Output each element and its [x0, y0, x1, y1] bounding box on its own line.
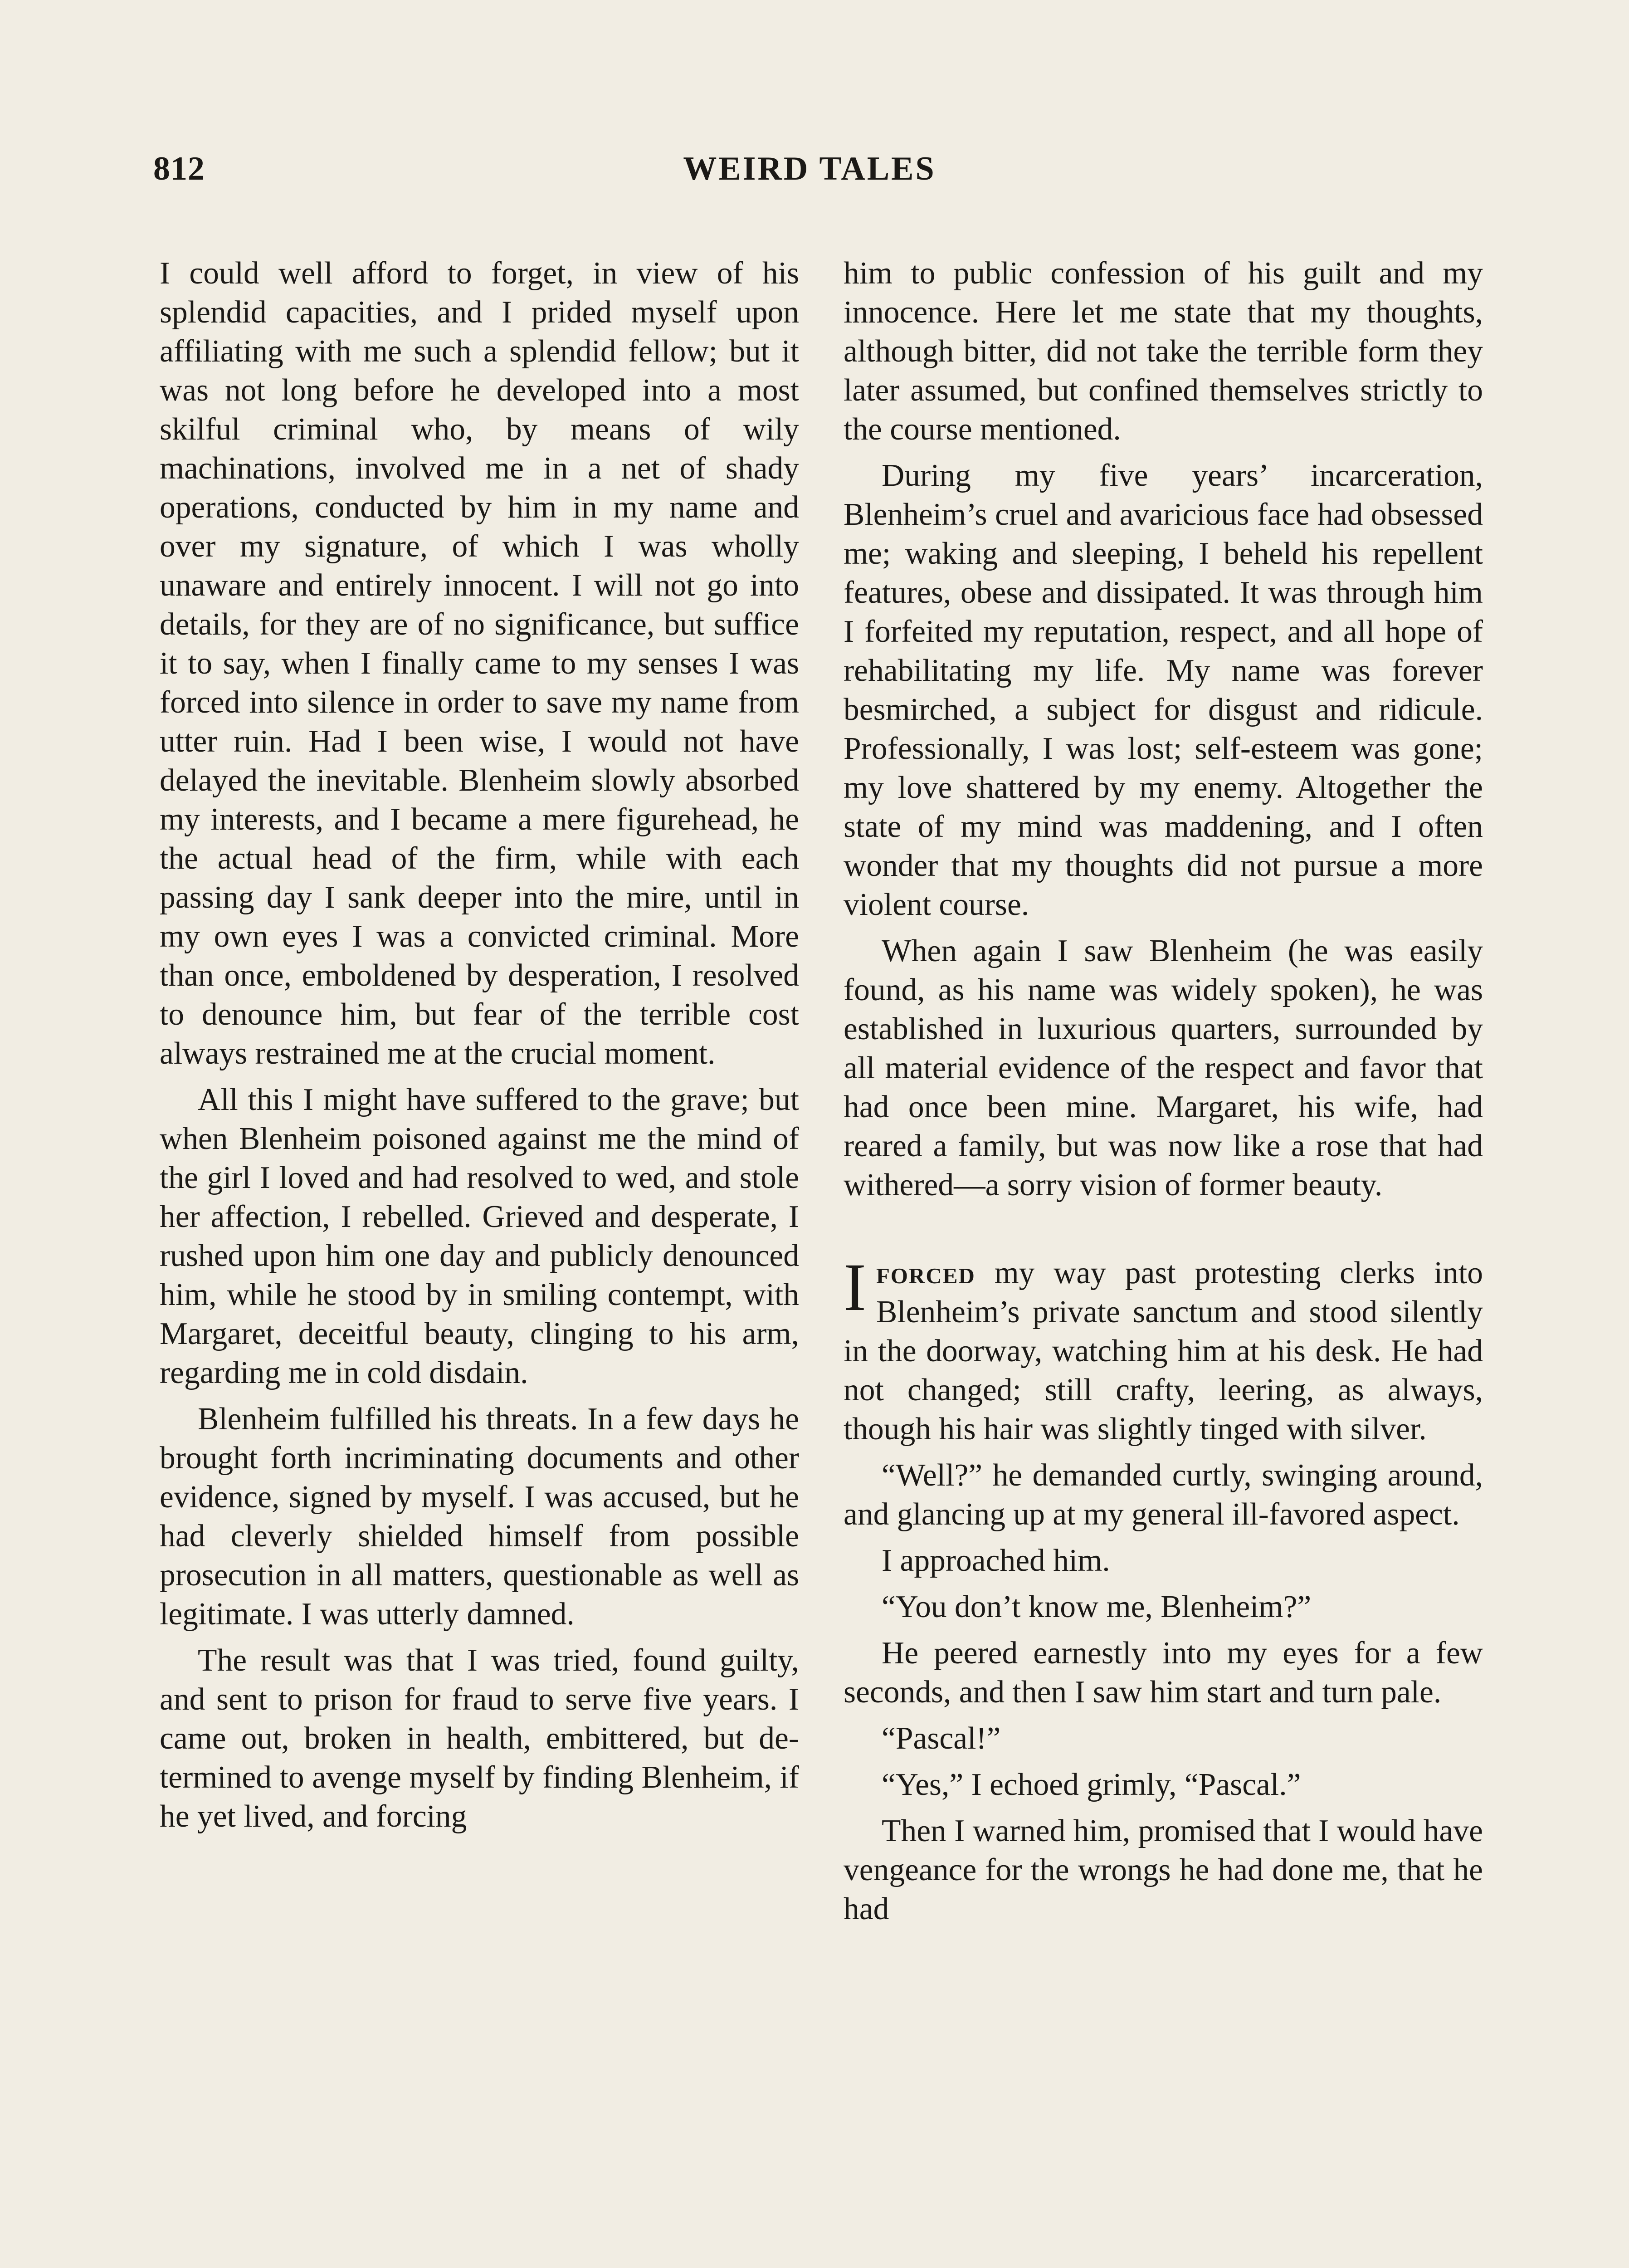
running-head: WEIRD TALES — [683, 150, 936, 187]
paragraph: “You don’t know me, Blenheim?” — [882, 1589, 1312, 1624]
small-caps-word: forced — [876, 1256, 975, 1290]
paragraph: “Yes,” I echoed grimly, “Pascal.” — [882, 1767, 1301, 1802]
paragraph: During my five years’ incarceration, Blenheim’s cruel and avaricious face had obsessed me; waking and sleeping, I beheld his repellent features, obese and dissipated. It was through him I forfeited my reputation, respect, and all hope of rehabilitating my life. My name was forever besmirched, a subject for disgust and ridicule. Professionally, I was lost; self-esteem was gone; my love shattered by my enemy. Altogether the state of my mind was maddening, and I often wonder that my thoughts did not pursue a more violent course. — [844, 458, 1483, 922]
page-header — [153, 150, 1466, 204]
paragraph: “Pascal!” — [882, 1721, 1001, 1756]
paragraph: him to public confession of his guilt and my innocence. Here let me state that my thoughts, although bitter, did not take the terrible form they later assumed, but confined themselves strictly to the course mentioned. — [844, 256, 1483, 447]
section-break — [844, 1212, 1483, 1254]
left-column — [160, 254, 799, 1843]
paragraph: Then I warned him, promised that I would have vengeance for the wrongs he had done me, that he had — [844, 1813, 1483, 1926]
paragraph: I approached him. — [882, 1543, 1110, 1578]
paragraph: All this I might have suffered to the grave; but when Blenheim poisoned against me the mind of the girl I loved and had resolved to wed, and stole her affection, I rebelled. Grieved and desperate, I rushed upon him one day and publicly denounced him, while he stood by in smiling contempt, with Margaret, deceitful beauty, clinging to his arm, regarding me in cold disdain. — [160, 1082, 799, 1390]
paragraph: The result was that I was tried, found guilty, and sent to prison for fraud to serve five years. I came out, broken in health, embittered, but determined to avenge myself by finding Blenheim, if he yet lived, and forcing — [160, 1643, 799, 1834]
paragraph: I could well afford to forget, in view of his splendid capacities, and I prided myself upon affiliating with me such a splendid fellow; but it was not long before he developed into a most skilful criminal who, by means of wily machinations, involved me in a net of shady operations, conducted by him in my name and over my signature, of which I was wholly unaware and entirely innocent. I will not go into details, for they are of no significance, but suffice it to say, when I finally came to my senses I was forced into silence in order to save my name from utter ruin. Had I been wise, I would not have delayed the inevitable. Blenheim slowly absorbed my interests, and I became a mere figurehead, he the actual head of the firm, while with each passing day I sank deeper into the mire, until in my own eyes I was a convicted criminal. More than once, emboldened by desperation, I resolved to denounce him, but fear of the terrible cost always restrained me at the crucial moment. — [160, 256, 799, 1071]
paragraph: “Well?” he demanded curtly, swinging around, and glancing up at my general ill-favored aspect. — [844, 1458, 1483, 1532]
section-opening-paragraph — [844, 1250, 1483, 1449]
drop-cap: I — [844, 1250, 866, 1325]
right-column — [844, 254, 1483, 1936]
paragraph: He peered earnestly into my eyes for a few seconds, and then I saw him start and turn pale. — [844, 1636, 1483, 1710]
page-number: 812 — [153, 150, 205, 187]
paragraph: When again I saw Blenheim (he was easily found, as his name was widely spoken), he was established in luxurious quarters, surrounded by all material evidence of the respect and favor that had once been mine. Margaret, his wife, had reared a family, but was now like a rose that had withered—a sorry vision of former beauty. — [844, 934, 1483, 1202]
section-opening-text: my way past protesting clerks into Blenheim’s private sanctum and stood silently in the doorway, watching him at his desk. He had not changed; still crafty, leering, as always, though his hair was slightly tinged with silver. — [844, 1256, 1483, 1447]
paragraph: Blenheim fulfilled his threats. In a few days he brought forth incriminating documents and other evidence, signed by myself. I was accused, but he had cleverly shielded himself from possible prosecution in all matters, questionable as well as legitimate. I was utterly damned. — [160, 1402, 799, 1632]
